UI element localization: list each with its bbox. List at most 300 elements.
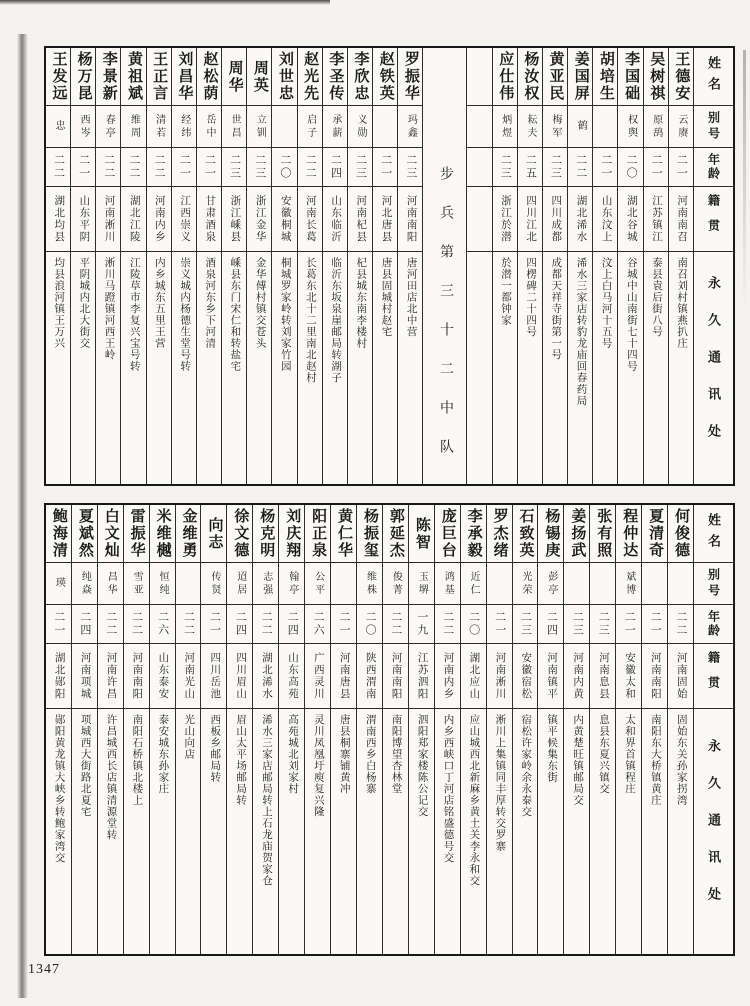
alias-cell xyxy=(593,106,617,148)
person-address: 内乡西峡口丁河店铭盛德号交 xyxy=(442,714,454,864)
person-alias: 岳中 xyxy=(203,113,215,140)
person-native-place: 山东平阴 xyxy=(78,195,90,243)
alias-cell xyxy=(227,563,252,605)
alias-cell xyxy=(124,563,149,605)
person-alias: 瑛 xyxy=(53,577,65,590)
person-age: 二二 xyxy=(574,154,587,180)
page-number: 1347 xyxy=(28,962,60,977)
name-cell xyxy=(98,505,123,563)
age-cell xyxy=(357,605,382,644)
person-age: 二二 xyxy=(153,154,166,180)
native-place-cell xyxy=(197,187,221,252)
person-name: 陈智 xyxy=(413,516,430,551)
native-place-cell xyxy=(121,187,145,252)
person-native-place: 江苏镇江 xyxy=(650,195,662,243)
person-age: 二二 xyxy=(389,611,402,637)
person-alias: 光荣 xyxy=(520,570,531,597)
alias-cell xyxy=(642,563,667,605)
name-cell xyxy=(348,48,372,106)
alias-cell xyxy=(590,563,615,605)
person-name: 刘昌华 xyxy=(176,51,193,102)
address-cell xyxy=(357,709,382,954)
person-address: 汶上白马河十五号 xyxy=(600,257,612,349)
person-alias: 玉堺 xyxy=(416,570,428,597)
person-alias: 世昌 xyxy=(229,113,241,140)
person-address: 淅川上集镇同丰厚转交罗寨 xyxy=(494,714,506,852)
person-name: 杨万昆 xyxy=(75,51,92,102)
roster-entry-column xyxy=(97,505,123,954)
name-cell xyxy=(201,505,226,563)
person-address: 崇义城内杨德生堂号转 xyxy=(179,257,191,372)
native-place-cell xyxy=(124,644,149,709)
person-name: 阳正泉 xyxy=(310,508,327,559)
person-name: 李圣传 xyxy=(327,51,344,102)
person-alias: 春亭 xyxy=(103,113,115,140)
address-cell xyxy=(487,709,512,954)
person-address: 项城西大街路北夏宅 xyxy=(79,714,91,818)
person-address: 应山城西北新麻乡黄土关李永和交 xyxy=(468,714,480,887)
person-address: 浠水三家店邮局转上石龙庙贺家仓 xyxy=(261,714,273,887)
alias-cell xyxy=(176,563,201,605)
roster-entry-column xyxy=(617,48,642,484)
scan-right-edge-artifact xyxy=(743,50,746,310)
header-name-label: 姓名 xyxy=(706,55,721,98)
person-alias: 云赓 xyxy=(675,113,687,140)
roster-entry-column xyxy=(297,48,322,484)
native-place-cell xyxy=(590,644,615,709)
person-age: 二四 xyxy=(545,611,558,637)
person-age: 二四 xyxy=(78,611,91,637)
person-address: 唐河田店北中营 xyxy=(405,257,417,338)
person-name: 应仕伟 xyxy=(497,51,514,102)
name-cell xyxy=(487,505,512,563)
person-native-place: 山东泰安 xyxy=(157,652,169,700)
name-cell xyxy=(357,505,382,563)
name-cell xyxy=(593,48,617,106)
person-alias: 雪亚 xyxy=(131,570,143,597)
person-native-place: 河南唐县 xyxy=(338,652,350,700)
person-age: 二二 xyxy=(127,154,140,180)
header-native-place-cell xyxy=(694,644,733,709)
alias-cell xyxy=(46,106,70,148)
name-cell xyxy=(668,505,693,563)
header-native-place-label: 籍贯 xyxy=(706,194,721,244)
alias-cell xyxy=(357,563,382,605)
age-cell xyxy=(71,148,95,187)
spacer-column xyxy=(466,48,491,484)
person-alias: 忠 xyxy=(52,120,64,133)
roster-entry-column xyxy=(592,48,617,484)
person-name: 赵铁英 xyxy=(377,51,394,102)
roster-entry-column xyxy=(95,48,120,484)
person-alias: 义勋 xyxy=(355,113,367,140)
person-age: 二三 xyxy=(499,154,512,180)
native-place-cell xyxy=(298,187,322,252)
age-cell xyxy=(222,148,246,187)
name-cell xyxy=(461,505,486,563)
address-cell xyxy=(172,252,196,484)
roster-entry-column xyxy=(278,505,304,954)
roster-entry-column xyxy=(492,48,517,484)
person-address: 四楞碑二十四号 xyxy=(525,257,537,338)
person-alias: 恒纯 xyxy=(157,570,169,597)
alias-cell xyxy=(543,106,567,148)
roster-entry-column xyxy=(356,505,382,954)
alias-cell xyxy=(272,106,296,148)
person-native-place: 河南南阳 xyxy=(131,652,143,700)
native-place-cell xyxy=(46,644,71,709)
header-age-cell xyxy=(694,605,733,644)
native-place-cell xyxy=(150,644,175,709)
address-cell xyxy=(593,252,617,484)
alias-cell xyxy=(668,563,693,605)
person-name: 庞巨台 xyxy=(439,508,456,559)
address-cell xyxy=(46,709,71,954)
age-cell xyxy=(568,148,592,187)
person-name: 杨锡庚 xyxy=(543,508,560,559)
address-cell xyxy=(272,252,296,484)
alias-cell xyxy=(253,563,278,605)
roster-entry-column xyxy=(641,505,667,954)
alias-cell xyxy=(305,563,330,605)
roster-entry-column xyxy=(246,48,271,484)
alias-cell xyxy=(201,563,226,605)
person-native-place: 湖北均县 xyxy=(53,195,65,243)
address-cell xyxy=(298,252,322,484)
person-native-place: 安徽宿松 xyxy=(520,652,532,700)
person-native-place: 河南息县 xyxy=(598,652,610,700)
person-name: 李国础 xyxy=(623,51,640,102)
person-native-place: 河南淅川 xyxy=(103,195,115,243)
address-cell xyxy=(568,252,592,484)
address-cell xyxy=(121,252,145,484)
native-place-cell xyxy=(435,644,460,709)
age-cell xyxy=(227,605,252,644)
person-age: 二一 xyxy=(203,154,216,180)
person-native-place: 河南内乡 xyxy=(153,195,165,243)
roster-entry-column xyxy=(196,48,221,484)
address-cell xyxy=(124,709,149,954)
age-cell xyxy=(493,148,517,187)
person-age: 二〇 xyxy=(467,611,480,637)
roster-entry-column xyxy=(668,48,693,484)
person-address: 谷城中山南街七十四号 xyxy=(625,257,637,372)
person-address: 泗阳郑家楼陈公记交 xyxy=(416,714,428,818)
person-address: 南阳东大桥镇黄庄 xyxy=(649,714,661,806)
person-native-place: 河南淅川 xyxy=(494,652,506,700)
age-cell xyxy=(121,148,145,187)
person-name: 姜国屏 xyxy=(572,51,589,102)
name-cell xyxy=(590,505,615,563)
native-place-cell xyxy=(147,187,171,252)
person-native-place: 四川岳池 xyxy=(209,652,221,700)
age-cell xyxy=(383,605,408,644)
person-age: 二二 xyxy=(130,611,143,637)
address-cell xyxy=(71,252,95,484)
section-title-column xyxy=(422,48,466,484)
person-address: 酒泉河东乡下河清 xyxy=(204,257,216,349)
person-name: 刘庆翔 xyxy=(284,508,301,559)
person-alias: 翰亭 xyxy=(286,570,298,597)
person-name: 周华 xyxy=(226,59,243,94)
name-cell xyxy=(644,48,668,106)
person-name: 程仲达 xyxy=(621,508,638,559)
name-cell xyxy=(538,505,563,563)
address-cell xyxy=(72,709,97,954)
address-cell xyxy=(668,709,693,954)
person-address: 南召刘村镇燕扒庄 xyxy=(676,257,688,349)
name-cell xyxy=(543,48,567,106)
person-alias: 迢居 xyxy=(234,570,246,597)
person-age: 二一 xyxy=(338,611,351,637)
person-address: 长葛东北十二里南北赵村 xyxy=(304,257,316,384)
alias-cell xyxy=(331,563,356,605)
address-cell xyxy=(46,252,70,484)
native-place-cell xyxy=(487,644,512,709)
native-place-cell xyxy=(222,187,246,252)
age-cell xyxy=(298,148,322,187)
person-age: 二三 xyxy=(519,611,532,637)
name-cell xyxy=(493,48,517,106)
header-address-cell xyxy=(694,252,733,484)
roster-entry-column xyxy=(537,505,563,954)
book-gutter-shadow xyxy=(17,34,28,998)
age-cell xyxy=(467,148,491,187)
name-cell xyxy=(331,505,356,563)
person-name: 夏清奇 xyxy=(647,508,664,559)
address-cell xyxy=(644,252,668,484)
person-native-place: 河南内黄 xyxy=(572,652,584,700)
person-name: 郭延杰 xyxy=(387,508,404,559)
native-place-cell xyxy=(461,644,486,709)
person-name: 李景新 xyxy=(100,51,117,102)
alias-cell xyxy=(222,106,246,148)
address-cell xyxy=(538,709,563,954)
scan-top-edge-artifact xyxy=(0,0,330,5)
person-native-place: 甘肃酒泉 xyxy=(204,195,216,243)
person-name: 罗振华 xyxy=(402,51,419,102)
person-age: 二四 xyxy=(234,611,247,637)
header-alias-label: 别号 xyxy=(706,567,721,600)
alias-cell xyxy=(398,106,422,148)
roster-entry-column xyxy=(149,505,175,954)
address-cell xyxy=(618,252,642,484)
roster-entry-column xyxy=(517,48,542,484)
age-cell xyxy=(46,148,70,187)
person-native-place: 河南内乡 xyxy=(442,652,454,700)
roster-table-top xyxy=(44,46,735,486)
age-cell xyxy=(461,605,486,644)
name-cell xyxy=(467,48,491,106)
person-age: 二三 xyxy=(571,611,584,637)
native-place-cell xyxy=(96,187,120,252)
alias-cell xyxy=(121,106,145,148)
native-place-cell xyxy=(357,644,382,709)
person-name: 吴树祺 xyxy=(648,51,665,102)
alias-cell xyxy=(383,563,408,605)
age-cell xyxy=(197,148,221,187)
person-age: 二〇 xyxy=(279,154,291,180)
name-cell xyxy=(71,48,95,106)
age-cell xyxy=(409,605,434,644)
person-alias: 权舆 xyxy=(625,113,637,140)
person-native-place: 湖北浠水 xyxy=(261,652,273,700)
name-cell xyxy=(272,48,296,106)
person-name: 金维勇 xyxy=(180,508,197,559)
person-native-place: 浙江嵊县 xyxy=(229,195,241,243)
person-address: 成都天祥寺街第一号 xyxy=(550,257,562,361)
name-cell xyxy=(616,505,641,563)
alias-cell xyxy=(568,106,592,148)
age-cell xyxy=(331,605,356,644)
roster-entry-column xyxy=(408,505,434,954)
age-cell xyxy=(373,148,397,187)
person-name: 罗杰绪 xyxy=(491,508,508,559)
person-name: 杨汝权 xyxy=(522,51,539,102)
person-age: 二一 xyxy=(675,154,688,180)
address-cell xyxy=(616,709,641,954)
address-cell xyxy=(435,709,460,954)
address-cell xyxy=(493,252,517,484)
person-alias: 维株 xyxy=(364,570,376,597)
person-native-place: 河南镇平 xyxy=(546,652,558,700)
person-address: 郧阳黄龙镇大峡乡转鲍家湾交 xyxy=(53,714,65,864)
person-alias: 彭亭 xyxy=(545,570,557,597)
alias-cell xyxy=(96,106,120,148)
person-address: 於潜一都钟家 xyxy=(499,257,511,326)
person-name: 杨振玺 xyxy=(361,508,378,559)
person-address: 泰安城东孙家庄 xyxy=(157,714,169,795)
age-cell xyxy=(172,148,196,187)
address-cell xyxy=(348,252,372,484)
age-cell xyxy=(348,148,372,187)
age-cell xyxy=(513,605,538,644)
native-place-cell xyxy=(644,187,668,252)
alias-cell xyxy=(172,106,196,148)
name-cell xyxy=(96,48,120,106)
age-cell xyxy=(150,605,175,644)
roster-entry-column xyxy=(46,505,71,954)
name-cell xyxy=(121,48,145,106)
person-age: 二一 xyxy=(650,154,663,180)
alias-cell xyxy=(46,563,71,605)
roster-entry-column xyxy=(120,48,145,484)
name-cell xyxy=(46,48,70,106)
age-cell xyxy=(124,605,149,644)
person-name: 徐文德 xyxy=(232,508,249,559)
person-alias: 承薪 xyxy=(329,113,341,140)
person-address: 内乡城东五里王营 xyxy=(153,257,165,349)
person-name: 姜扬武 xyxy=(569,508,586,559)
name-cell xyxy=(568,48,592,106)
age-cell xyxy=(72,605,97,644)
name-cell xyxy=(409,505,434,563)
native-place-cell xyxy=(642,644,667,709)
native-place-cell xyxy=(564,644,589,709)
native-place-cell xyxy=(348,187,372,252)
person-native-place: 河南杞县 xyxy=(355,195,367,243)
person-name: 王德安 xyxy=(673,51,690,102)
person-name: 张有照 xyxy=(595,508,612,559)
header-alias-label: 别号 xyxy=(706,110,721,143)
person-address: 江陵草市李复兴宝号转 xyxy=(128,257,140,372)
native-place-cell xyxy=(409,644,434,709)
native-place-cell xyxy=(331,644,356,709)
roster-entry-column xyxy=(397,48,422,484)
person-name: 雷振华 xyxy=(128,508,145,559)
age-cell xyxy=(668,605,693,644)
address-cell xyxy=(461,709,486,954)
person-age: 二一 xyxy=(379,154,392,180)
alias-cell xyxy=(323,106,347,148)
name-cell xyxy=(222,48,246,106)
person-alias: 立钏 xyxy=(254,113,266,140)
alias-cell xyxy=(616,563,641,605)
header-age-label: 年龄 xyxy=(706,610,721,638)
name-cell xyxy=(305,505,330,563)
person-alias: 炳煜 xyxy=(499,113,511,140)
person-native-place: 湖北郧阳 xyxy=(53,652,65,700)
person-age: 二一 xyxy=(623,611,636,637)
alias-cell xyxy=(487,563,512,605)
age-cell xyxy=(46,605,71,644)
name-cell xyxy=(197,48,221,106)
person-alias: 西岑 xyxy=(78,113,90,140)
address-cell xyxy=(222,252,246,484)
person-age: 二一 xyxy=(208,611,221,637)
person-alias: 维周 xyxy=(128,113,140,140)
person-address: 临沂东坂泉崖邮局转湖子 xyxy=(330,257,342,384)
roster-entry-column xyxy=(171,48,196,484)
person-native-place: 山东临沂 xyxy=(330,195,342,243)
person-alias: 昌华 xyxy=(105,570,117,597)
alias-cell xyxy=(348,106,372,148)
name-cell xyxy=(172,48,196,106)
roster-entry-column xyxy=(589,505,615,954)
person-name: 黄亚民 xyxy=(547,51,564,102)
person-name: 向志 xyxy=(206,516,223,551)
roster-entry-column xyxy=(70,48,95,484)
address-cell xyxy=(543,252,567,484)
native-place-cell xyxy=(227,644,252,709)
native-place-cell xyxy=(513,644,538,709)
person-native-place: 河南光山 xyxy=(183,652,195,700)
native-place-cell xyxy=(279,644,304,709)
age-cell xyxy=(618,148,642,187)
person-age: 二〇 xyxy=(625,154,638,180)
person-name: 李承毅 xyxy=(465,508,482,559)
roster-entry-column xyxy=(347,48,372,484)
person-address: 南阳博望杏林堂 xyxy=(390,714,402,795)
alias-cell xyxy=(409,563,434,605)
native-place-cell xyxy=(668,644,693,709)
person-address: 杞县城东南李楼村 xyxy=(355,257,367,349)
person-age: 二二 xyxy=(260,611,273,637)
person-address: 嵊县东门宋仁和转盐宅 xyxy=(229,257,241,372)
person-alias: 玛鑫 xyxy=(405,113,417,140)
person-name: 胡培生 xyxy=(597,51,614,102)
address-cell xyxy=(590,709,615,954)
name-cell xyxy=(323,48,347,106)
roster-entry-column xyxy=(123,505,149,954)
name-cell xyxy=(253,505,278,563)
person-address: 桐城罗家岭转刘家竹园 xyxy=(279,257,291,372)
address-cell xyxy=(150,709,175,954)
person-address: 固始东关孙家拐湾 xyxy=(675,714,687,806)
native-place-cell xyxy=(46,187,70,252)
person-address: 灵川凤凰圩庾复兴隆 xyxy=(312,714,324,818)
person-age: 二二 xyxy=(182,611,195,637)
